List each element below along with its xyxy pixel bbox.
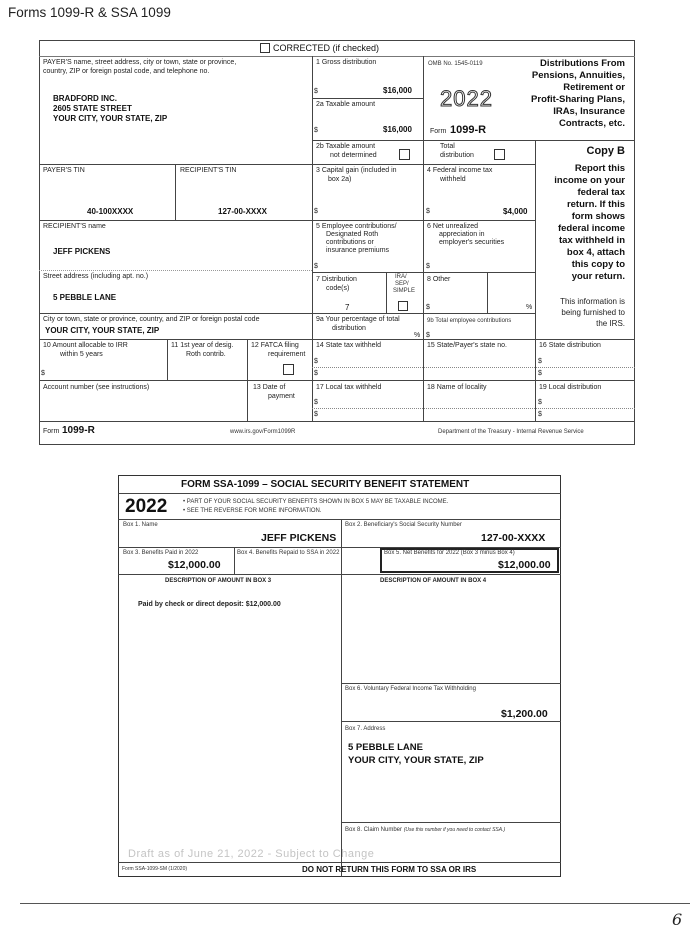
copyb-line-1: Report this: [574, 163, 625, 174]
info-line-1: This information is: [560, 297, 625, 306]
box3-label-2: box 2a): [328, 176, 352, 183]
payer-label-2: country, ZIP or foreign postal code, and telephone no.: [43, 68, 210, 75]
footer-dept: Department of the Treasury - Internal Revenue Service: [438, 429, 584, 435]
box9b-label: 9b Total employee contributions: [427, 318, 512, 324]
ssa-box6-label: Box 6. Voluntary Federal Income Tax Withholding: [345, 686, 476, 692]
box6-label-3: employer's securities: [439, 239, 505, 246]
bottom-rule: [20, 903, 690, 904]
payer-name: BRADFORD INC.: [53, 94, 117, 103]
copyb-line-8: box 4, attach: [566, 247, 625, 258]
box17-label: 17 Local tax withheld: [316, 384, 382, 391]
form-year: [440, 87, 493, 110]
box2a-dollar: $: [314, 127, 318, 134]
box17-dollar-1: $: [314, 399, 318, 406]
copyb-line-10: your return.: [571, 271, 625, 282]
ssa-box5-label: Box 5. Net Benefits for 2022 (Box 3 minus Box 4): [384, 550, 515, 556]
ssa-notice-2: • SEE THE REVERSE FOR MORE INFORMATION.: [183, 508, 322, 514]
year-digits: 2022: [440, 86, 493, 111]
page-number: 6: [672, 910, 683, 929]
box13-label: 13 Date of: [253, 384, 286, 391]
ssa-box3-label: Box 3. Benefits Paid in 2022: [123, 550, 199, 556]
box5-label-2: Designated Roth: [326, 231, 379, 238]
ssa-title: FORM SSA-1099 – SOCIAL SECURITY BENEFIT STATEMENT: [181, 479, 470, 490]
box19-dollar-2: $: [538, 411, 542, 418]
ssa-year: 2022: [125, 496, 168, 517]
box14-dollar-2: $: [314, 370, 318, 377]
box18-label: 18 Name of locality: [427, 384, 487, 391]
ssa-ssn: 127-00-XXXX: [481, 532, 546, 544]
ssa-desc4: DESCRIPTION OF AMOUNT IN BOX 4: [380, 578, 487, 584]
box16-dollar-2: $: [538, 370, 542, 377]
copyb-line-6: federal income: [557, 223, 625, 234]
box14-dollar-1: $: [314, 358, 318, 365]
box3-dollar: $: [314, 208, 318, 215]
ssa-box7-label: Box 7. Address: [345, 726, 386, 732]
ira-label-2: SEP/: [395, 281, 409, 287]
box7-value: 7: [345, 303, 350, 312]
ssa-footer: DO NOT RETURN THIS FORM TO SSA OR IRS: [302, 865, 477, 874]
ssa-box4-label: Box 4. Benefits Repaid to SSA in 2022: [237, 550, 340, 556]
box6-label-2: appreciation in: [439, 231, 485, 238]
draft-watermark: Draft as of June 21, 2022 - Subject to Change: [128, 848, 375, 860]
ssa-box3-value: $12,000.00: [168, 559, 221, 571]
title-line-1: Distributions From: [540, 58, 625, 69]
ssa-box8-title: Box 8. Claim Number: [345, 827, 403, 833]
corrected-label: CORRECTED (if checked): [273, 43, 380, 53]
box8-dollar: $: [426, 304, 430, 311]
ssa-notice-1: • PART OF YOUR SOCIAL SECURITY BENEFITS SHOWN IN BOX 5 MAY BE TAXABLE INCOME.: [183, 499, 449, 505]
ssa-box8-label: [345, 827, 505, 833]
recipient-name-label: RECIPIENT'S name: [43, 223, 106, 230]
box15-label: 15 State/Payer's state no.: [427, 342, 507, 349]
box14-label: 14 State tax withheld: [316, 342, 381, 349]
payer-city: YOUR CITY, YOUR STATE, ZIP: [53, 114, 168, 123]
box11-label: 11 1st year of desig.: [171, 342, 234, 349]
ssa-address-1: 5 PEBBLE LANE: [348, 742, 423, 753]
box1-dollar: $: [314, 88, 318, 95]
box16-label: 16 State distribution: [539, 342, 601, 349]
copyb-line-3: federal tax: [577, 187, 625, 198]
ssa-address-2: YOUR CITY, YOUR STATE, ZIP: [348, 755, 484, 766]
box6-dollar: $: [426, 263, 430, 270]
box4-label-2: withheld: [440, 176, 466, 183]
box9a-label-2: distribution: [332, 325, 366, 332]
footer-form-number: 1099-R: [62, 425, 95, 436]
recipient-street: 5 PEBBLE LANE: [53, 293, 117, 302]
box16-dollar-1: $: [538, 358, 542, 365]
footer-url[interactable]: www.irs.gov/Form1099R: [230, 429, 296, 435]
copy-b: Copy B: [586, 145, 625, 157]
ssa-box5-value: $12,000.00: [498, 559, 551, 571]
box12-label: 12 FATCA filing: [251, 342, 299, 349]
page-heading: Forms 1099-R & SSA 1099: [8, 5, 171, 20]
title-line-6: Contracts, etc.: [559, 118, 625, 129]
payer-street: 2605 STATE STREET: [53, 104, 132, 113]
box9b-dollar: $: [426, 332, 430, 339]
title-line-2: Pensions, Annuities,: [531, 70, 625, 81]
box4-dollar: $: [426, 208, 430, 215]
title-line-3: Retirement or: [563, 82, 625, 93]
recipient-name: JEFF PICKENS: [53, 247, 111, 256]
box8-label: 8 Other: [427, 276, 451, 283]
copyb-line-9: this copy to: [571, 259, 625, 270]
copyb-line-5: form shows: [571, 211, 625, 222]
box19-dollar-1: $: [538, 399, 542, 406]
recipient-tin-label: RECIPIENT'S TIN: [180, 167, 237, 174]
total-dist-label: Total: [440, 143, 455, 150]
box5-label: 5 Employee contributions/: [316, 223, 397, 230]
box5-dollar: $: [314, 263, 318, 270]
total-dist-label-2: distribution: [440, 152, 474, 159]
box6-label: 6 Net unrealized: [427, 223, 478, 230]
box11-label-2: Roth contrib.: [186, 351, 226, 358]
street-label: Street address (including apt. no.): [43, 273, 149, 280]
box1-label: 1 Gross distribution: [316, 59, 377, 66]
ssa-name: JEFF PICKENS: [261, 532, 337, 544]
box2a-label: 2a Taxable amount: [316, 101, 376, 108]
corrected-checkbox[interactable]: [260, 43, 270, 53]
box10-dollar: $: [41, 370, 45, 377]
fatca-checkbox[interactable]: [283, 364, 294, 375]
account-label: Account number (see instructions): [43, 384, 150, 391]
ssa-box8-note: (Use this number if you need to contact SSA.): [403, 827, 506, 833]
ssa-form-id: Form SSA-1099-SM (1/2020): [122, 866, 188, 872]
payer-tin: 40-100XXXX: [87, 207, 134, 216]
payer-label: PAYER'S name, street address, city or town, state or province,: [43, 59, 237, 66]
ssa-box6-value: $1,200.00: [501, 708, 548, 720]
box7-label-2: code(s): [326, 285, 350, 292]
box10-label-2: within 5 years: [60, 351, 103, 358]
box9a-percent: %: [414, 332, 421, 339]
ssa-box2-label: Box 2. Beneficiary's Social Security Number: [345, 522, 462, 528]
recipient-tin: 127-00-XXXX: [218, 207, 267, 216]
ssa-desc3: DESCRIPTION OF AMOUNT IN BOX 3: [165, 578, 272, 584]
form-number: 1099-R: [450, 124, 487, 136]
box17-dollar-2: $: [314, 411, 318, 418]
copyb-line-2: income on your: [554, 175, 625, 186]
copyb-line-7: tax withheld in: [559, 235, 625, 246]
box13-label-2: payment: [268, 393, 295, 400]
payer-tin-label: PAYER'S TIN: [43, 167, 85, 174]
copyb-line-4: return. If this: [566, 199, 625, 210]
footer-form-word: Form: [43, 428, 60, 435]
ssa-paid-by: Paid by check or direct deposit: $12,000.00: [138, 601, 281, 608]
recipient-city: YOUR CITY, YOUR STATE, ZIP: [45, 326, 160, 335]
ira-sep-simple-checkbox[interactable]: [398, 301, 408, 311]
total-distribution-checkbox[interactable]: [494, 149, 505, 160]
box8-percent: %: [526, 304, 533, 311]
box10-label: 10 Amount allocable to IRR: [43, 342, 128, 349]
title-line-4: Profit-Sharing Plans,: [531, 94, 625, 105]
box3-label: 3 Capital gain (included in: [316, 167, 397, 174]
box2b-label-2: not determined: [330, 152, 377, 159]
box4-value: $4,000: [503, 207, 528, 216]
box12-label-2: requirement: [268, 351, 306, 358]
box5-label-4: insurance premiums: [326, 247, 390, 254]
ira-label-1: IRA/: [395, 274, 407, 280]
omb-number: OMB No. 1545-0119: [428, 61, 483, 67]
info-line-2: being furnished to: [561, 308, 625, 317]
box4-label: 4 Federal income tax: [427, 167, 493, 174]
box9a-label: 9a Your percentage of total: [316, 316, 400, 323]
title-line-5: IRAs, Insurance: [553, 106, 625, 117]
info-line-3: the IRS.: [596, 319, 625, 328]
box5-label-3: contributions or: [326, 239, 374, 246]
box7-label: 7 Distribution: [316, 276, 357, 283]
box2a-value: $16,000: [383, 125, 412, 134]
ssa-box1-label: Box 1. Name: [123, 522, 158, 528]
city-label: City or town, state or province, country, and ZIP or foreign postal code: [43, 316, 260, 323]
form-word: Form: [430, 128, 447, 135]
box2b-label: 2b Taxable amount: [316, 143, 376, 150]
box1-value: $16,000: [383, 86, 412, 95]
taxable-not-determined-checkbox[interactable]: [399, 149, 410, 160]
ira-label-3: SIMPLE: [393, 288, 416, 294]
box19-label: 19 Local distribution: [539, 384, 602, 391]
